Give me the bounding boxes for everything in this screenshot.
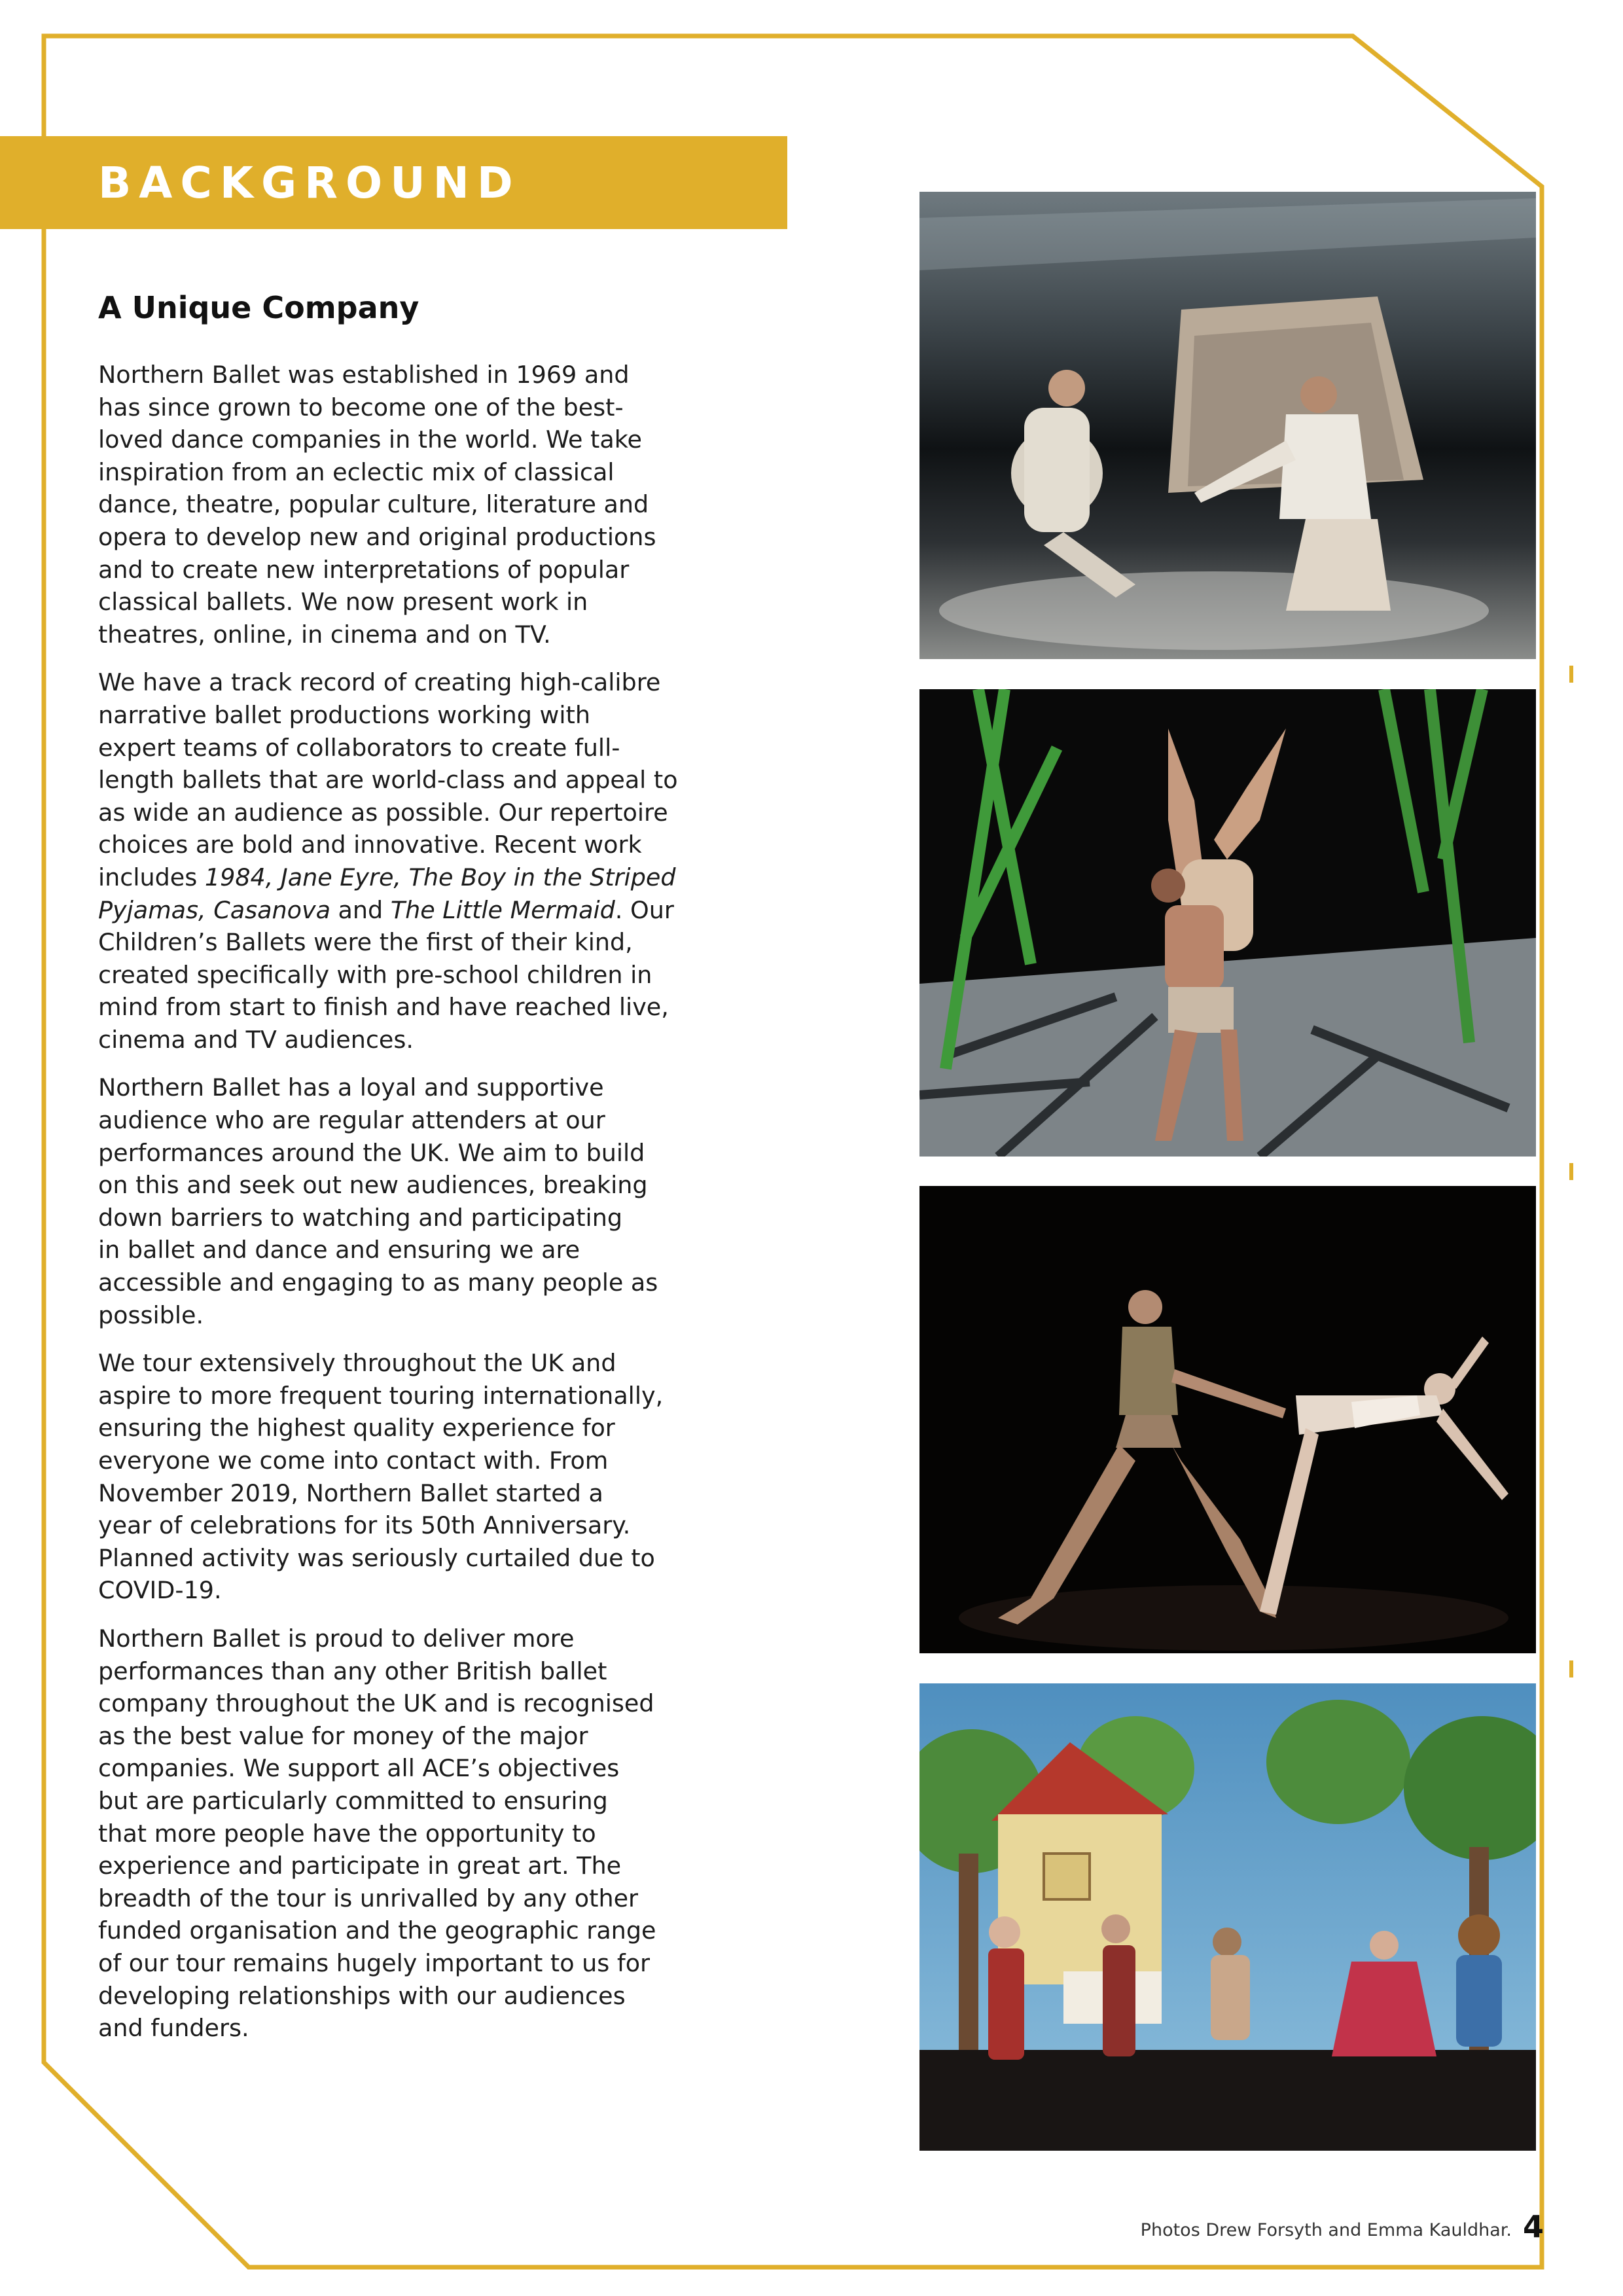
paragraph-5: Northern Ballet is proud to deliver more performances than any other British ballet company throughout the UK and is recognised as the best value for money of the major companies. We support all ACE’s objectives but are particularly committed to ensuring that more people have the opportunity to experience and participate in great art. The breadth of the tour is unrivalled by any other funded organisation and the geographic range of our tour remains hugely important to us for developing relationships with our audiences and funders. <box>98 1624 656 2043</box>
subheading: A Unique Company <box>98 290 419 325</box>
paragraph-2-outro: . Our Children’s Ballets were the first of their kind, created specifically with pre-school children in mind from start to finish and have reached live, cinema and TV audiences. <box>98 895 674 1054</box>
divider-tick <box>1569 666 1573 683</box>
production-titles: 1984, Jane Eyre, The Boy in the Striped Pyjamas, Casanova <box>98 863 676 924</box>
paragraph-3: Northern Ballet has a loyal and supportive audience who are regular attenders at our performances around the UK. We aim to build on this and seek out new audiences, breaking down barriers to watching and participating in ballet and dance and ensuring we are accessible and engaging to as many people as possible. <box>98 1073 658 1329</box>
body-text <box>98 359 726 2060</box>
photo-pas-de-deux-dark-stage <box>919 1186 1536 1653</box>
section-title: BACKGROUND <box>98 158 521 208</box>
photo-childrens-ballet-cottage <box>919 1683 1536 2151</box>
paragraph-2 <box>98 666 726 1056</box>
divider-tick <box>1569 1660 1573 1677</box>
divider-tick <box>1569 1163 1573 1180</box>
page-number: 4 <box>1523 2209 1544 2244</box>
paragraph-2-intro: We have a track record of creating high-calibre narrative ballet productions working with expert teams of collaborators to create full- length ballets that are world-class and appeal to as wide an audience as possible. Our repertoire choices are bold and innovative. Recent work includes <box>98 668 678 891</box>
paragraph-2-conjunction: and <box>330 895 391 924</box>
production-title-little-mermaid: The Little Mermaid <box>390 895 615 924</box>
photo-lift-green-trees <box>919 689 1536 1157</box>
photo-credit: Photos Drew Forsyth and Emma Kauldhar. <box>1140 2220 1512 2240</box>
paragraph-4: We tour extensively throughout the UK and aspire to more frequent touring internationally, ensuring the highest quality experience for everyone we come into contact with. From November 2019, Northern Ballet started a year of celebrations for its 50th Anniversary. Planned activity was seriously curtailed due to COVID-19. <box>98 1349 664 1605</box>
photo-duet-draped-set <box>919 192 1536 659</box>
paragraph-1: Northern Ballet was established in 1969 and has since grown to become one of the best- loved dance companies in the world. We take inspiration from an eclectic mix of classical dance, theatre, popular culture, literature and opera to develop new and original productions and to create new interpretations of popular classical ballets. We now present work in theatres, online, in cinema and on TV. <box>98 361 656 649</box>
